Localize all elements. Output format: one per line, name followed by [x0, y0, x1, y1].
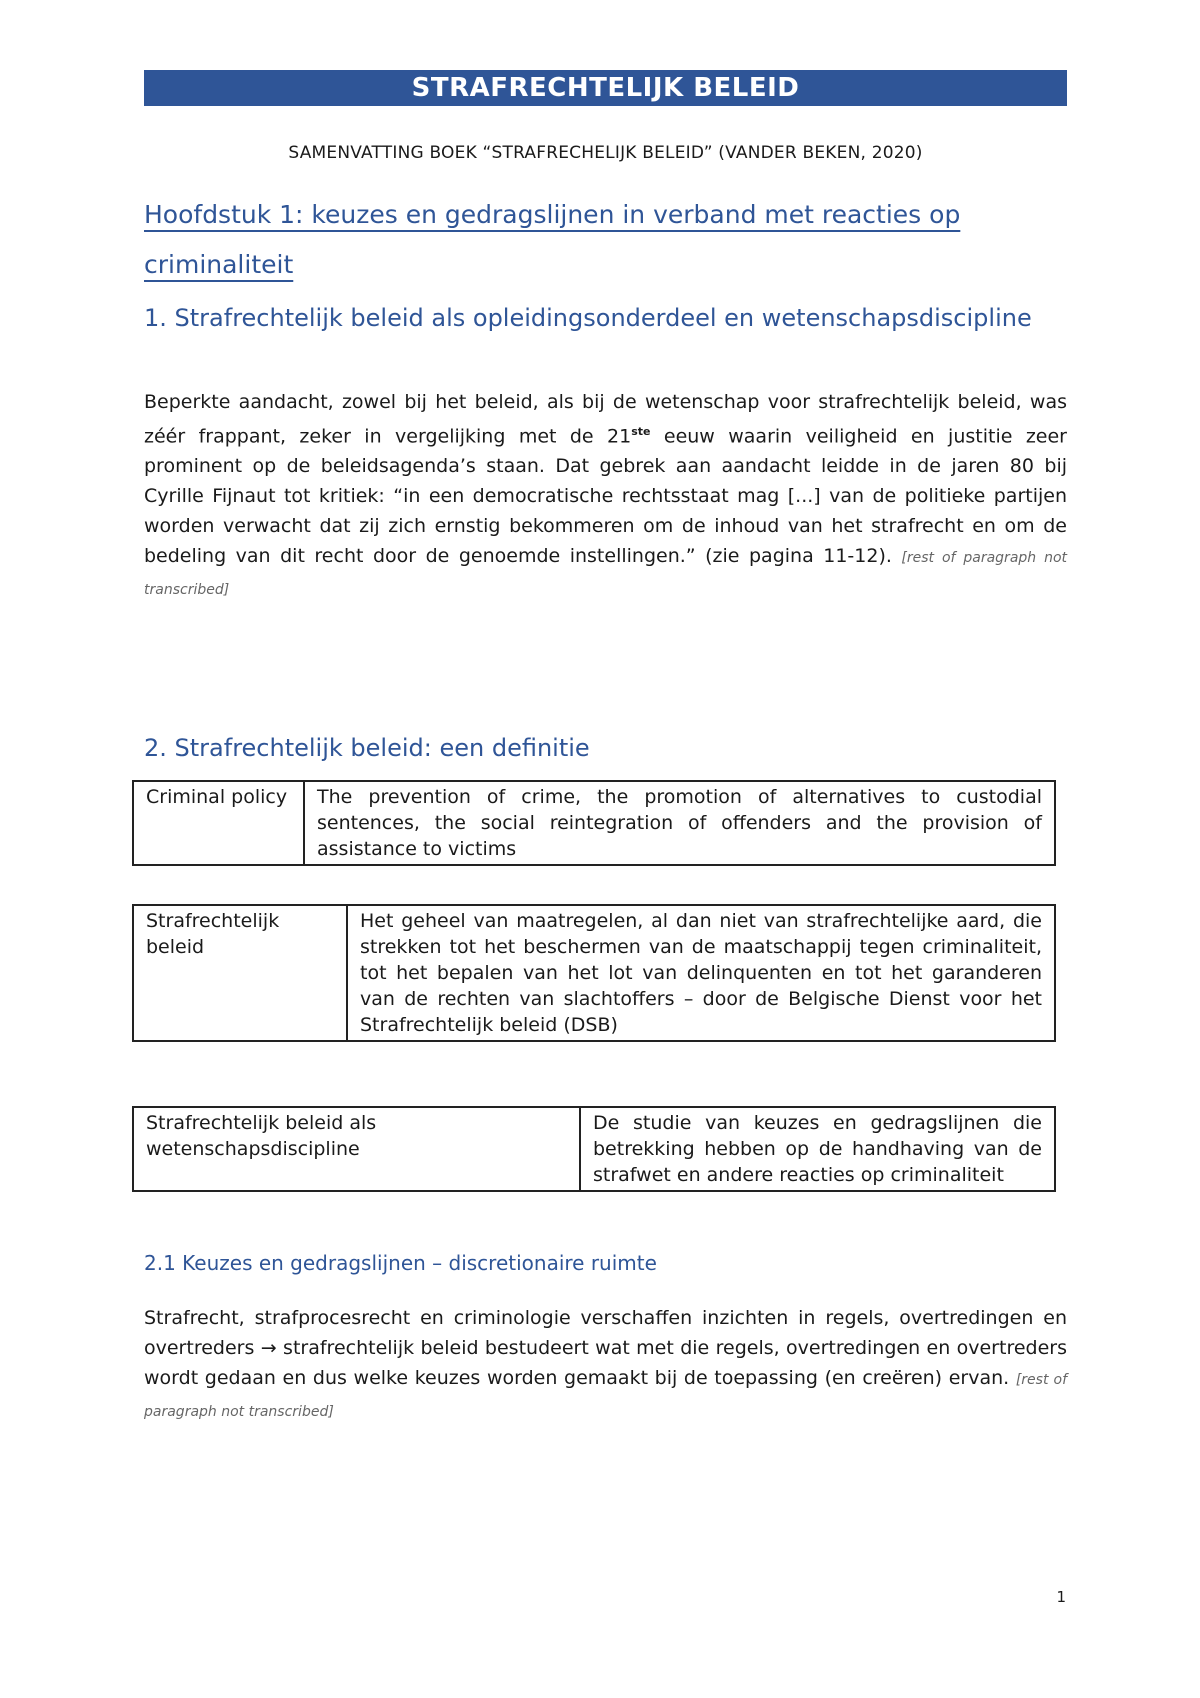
definition-term: Criminal policy [133, 781, 304, 865]
table-row [133, 905, 1055, 1041]
section-1-heading: 1. Strafrechtelijk beleid als opleidingsonderdeel en wetenschapsdiscipline [144, 304, 1032, 332]
section-2-1-paragraph [144, 1303, 1067, 1427]
untranscribed-gap-note: [rest of paragraph not transcribed] [144, 1372, 1067, 1420]
definition-term: Strafrechtelijk beleid [133, 905, 347, 1041]
chapter-heading: Hoofdstuk 1: keuzes en gedragslijnen in verband met reacties op criminaliteit [144, 200, 961, 279]
definition-table-strafrechtelijk-beleid [132, 904, 1056, 1042]
table-row [133, 781, 1055, 865]
document-title: STRAFRECHTELIJK BELEID [144, 70, 1067, 106]
section-2-heading: 2. Strafrechtelijk beleid: een definitie [144, 734, 590, 762]
definition-text: De studie van keuzes en gedragslijnen die betrekking hebben op de handhaving van de strafwet en andere reacties op criminaliteit [580, 1107, 1055, 1191]
paragraph-text: eeuw waarin veiligheid en justitie zeer prominent op de beleidsagenda’s staan. Dat gebrek aan aandacht leidde in de jaren 80 bij Cyrille Fijnaut tot kritiek: “in een democratische rechtsstaat mag [...] van de politieke partijen worden verwacht dat zij zich ernstig bekommeren om de inhoud van het strafrecht en om de bedeling van dit recht door de genoemde instellingen.” (zie pagina 11-12). [144, 425, 1067, 568]
untranscribed-gap-note: [rest of paragraph not transcribed] [144, 550, 1068, 599]
ordinal-superscript: ste [631, 425, 651, 438]
paragraph-text: Strafrecht, strafprocesrecht en criminologie verschaffen inzichten in regels, overtredingen en overtreders → strafrechtelijk beleid bestudeert wat met die regels, overtredingen en overtreders wordt gedaan en dus welke keuzes worden gemaakt bij de toepassing (en creëren) ervan. [144, 1307, 1067, 1389]
document-subtitle: SAMENVATTING BOEK “STRAFRECHELIJK BELEID” (VANDER BEKEN, 2020) [288, 143, 923, 163]
definition-text: Het geheel van maatregelen, al dan niet van strafrechtelijke aard, die strekken tot het beschermen van de maatschappij tegen criminaliteit, tot het bepalen van het lot van delinquenten en tot het garanderen van de rechten van slachtoffers – door de Belgische Dienst voor het Strafrechtelijk beleid (DSB) [347, 905, 1055, 1041]
section-1-paragraph [144, 387, 1067, 605]
definition-table-criminal-policy [132, 780, 1056, 866]
definition-text: The prevention of crime, the promotion of alternatives to custodial sentences, the social reintegration of offenders and the provision of assistance to victims [304, 781, 1055, 865]
definition-term: Strafrechtelijk beleid als wetenschapsdiscipline [133, 1107, 580, 1191]
section-2-1-heading: 2.1 Keuzes en gedragslijnen – discretionaire ruimte [144, 1251, 657, 1275]
table-row [133, 1107, 1055, 1191]
definition-table-wetenschapsdiscipline [132, 1106, 1056, 1192]
paragraph-text: Beperkte aandacht, zowel bij het beleid, als bij de wetenschap voor strafrechtelijk beleid, was zéér frappant, zeker in vergelijking met de 21 [144, 391, 1067, 448]
page-number: 1 [1056, 1588, 1066, 1606]
